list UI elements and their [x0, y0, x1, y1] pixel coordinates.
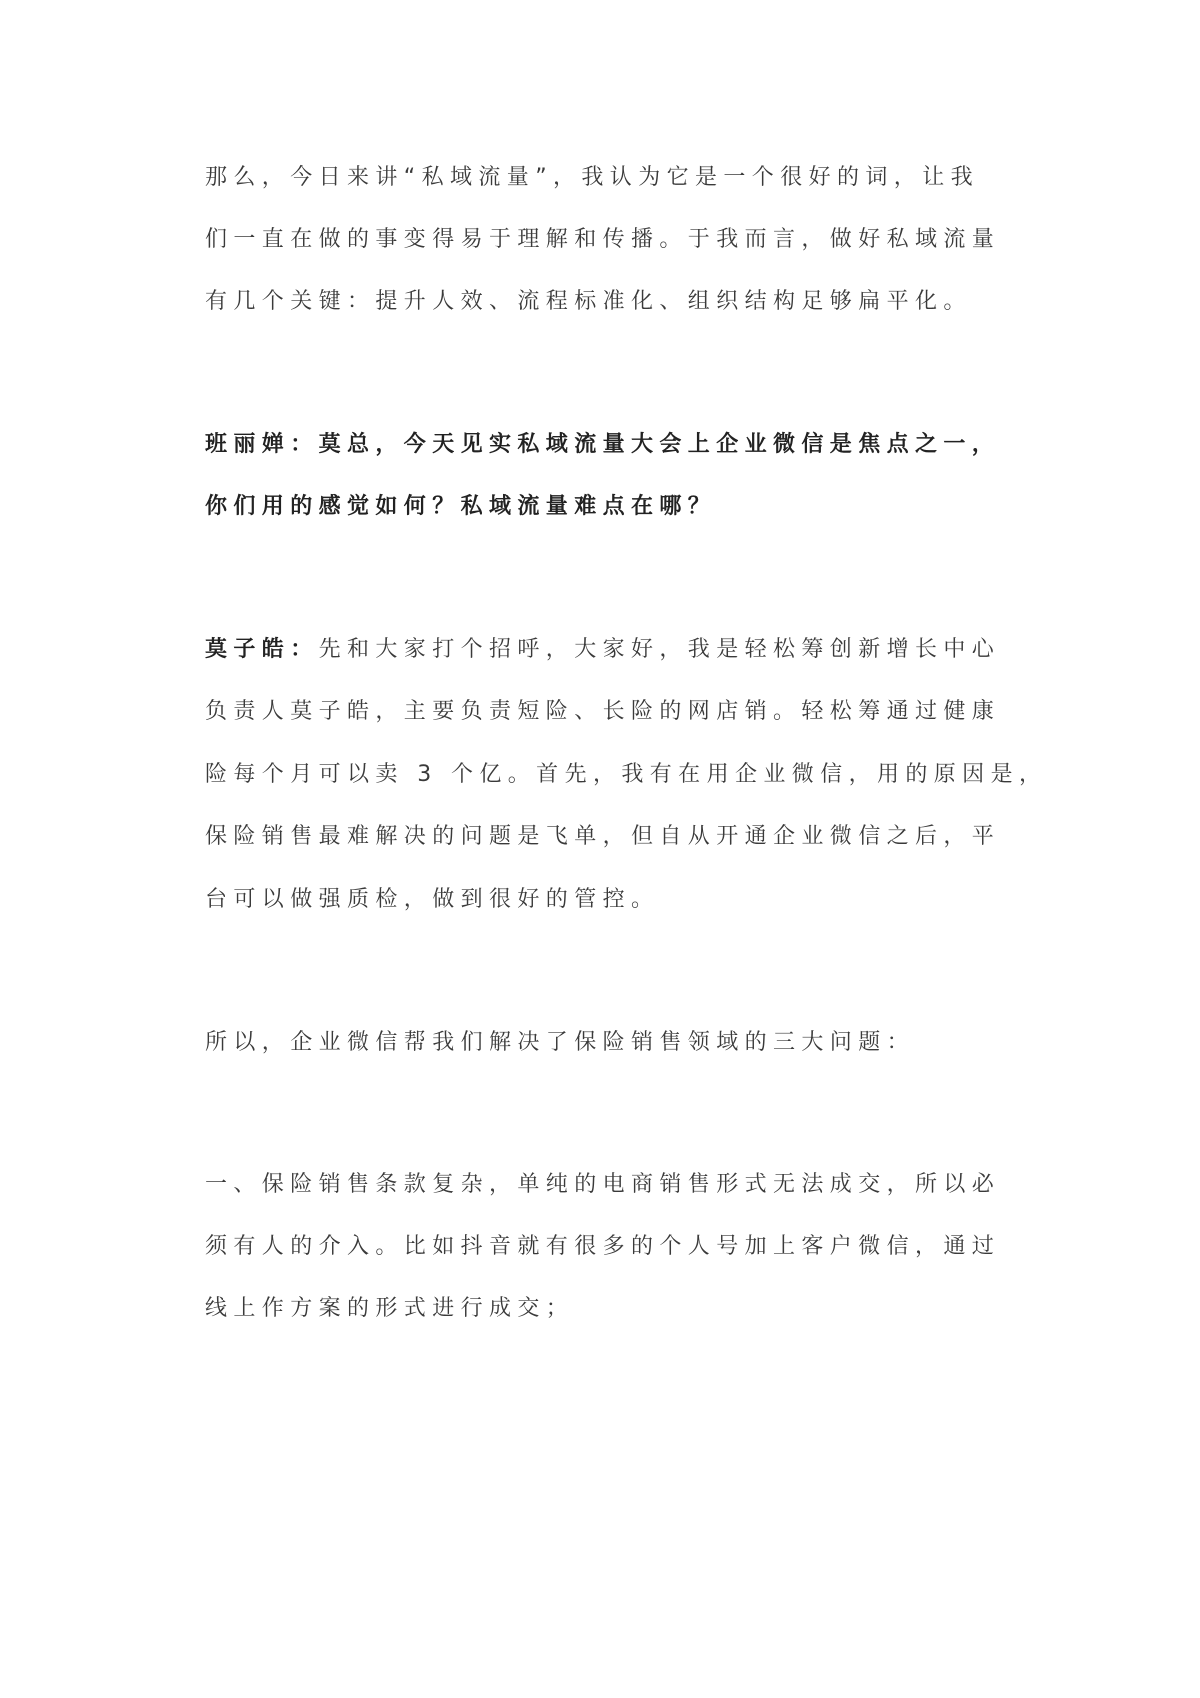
answer-line-2: 负责人莫子皓，主要负责短险、长险的网店销。轻松筹通过健康 — [205, 699, 1001, 724]
paragraph-1-line-3: 有几个关键：提升人效、流程标准化、组织结构足够扁平化。 — [205, 289, 972, 314]
paragraph-1-line-2: 们一直在做的事变得易于理解和传播。于我而言，做好私域流量 — [205, 227, 1001, 252]
paragraph-1-line-1: 那么，今日来讲“私域流量”，我认为它是一个很好的词，让我 — [205, 165, 979, 190]
answer-line-1-text: 先和大家打个招呼，大家好，我是轻松筹创新增长中心 — [318, 637, 1001, 662]
summary-line: 所以，企业微信帮我们解决了保险销售领域的三大问题： — [205, 1030, 916, 1055]
question-line-2: 你们用的感觉如何？私域流量难点在哪？ — [205, 494, 717, 519]
point-one-line-1: 一、保险销售条款复杂，单纯的电商销售形式无法成交，所以必 — [205, 1172, 1001, 1197]
answer-line-1 — [205, 635, 1005, 665]
point-one-line-3: 线上作方案的形式进行成交； — [205, 1296, 575, 1321]
answer-line-5: 台可以做强质检，做到很好的管控。 — [205, 887, 660, 912]
answer-line-4: 保险销售最难解决的问题是飞单，但自从开通企业微信之后，平 — [205, 824, 1001, 849]
question-line-1: 班丽婵：莫总，今天见实私域流量大会上企业微信是焦点之一， — [205, 432, 1001, 457]
point-one-line-2: 须有人的介入。比如抖音就有很多的个人号加上客户微信，通过 — [205, 1234, 1001, 1259]
answer-line-3: 险每个月可以卖 3 个亿。首先，我有在用企业微信，用的原因是， — [205, 762, 1048, 787]
speaker-name: 莫子皓： — [205, 637, 319, 662]
